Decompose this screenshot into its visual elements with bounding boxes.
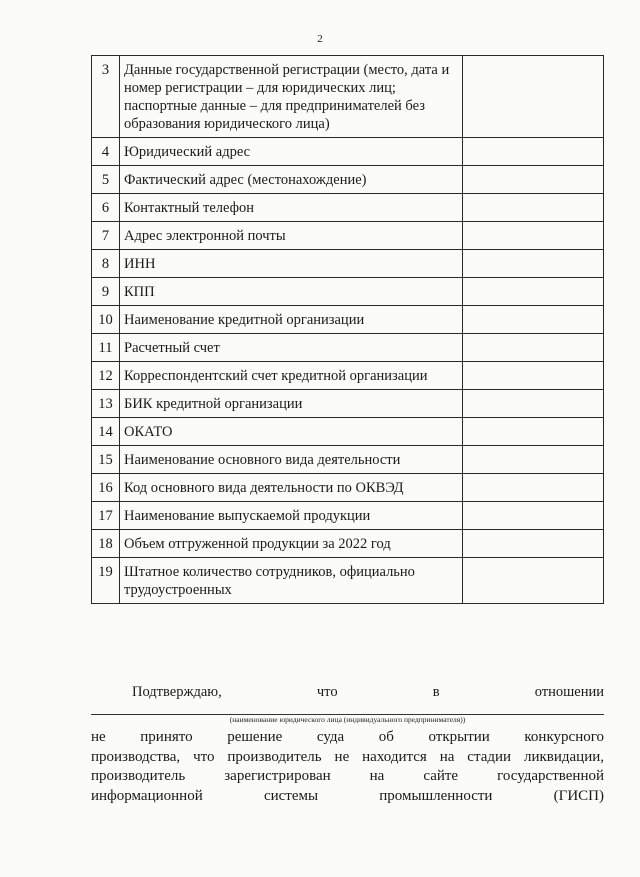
- row-label: Расчетный счет: [120, 334, 463, 362]
- row-number: 9: [92, 278, 120, 306]
- row-number: 3: [92, 56, 120, 138]
- table-row: [92, 362, 604, 390]
- table-row: [92, 530, 604, 558]
- row-label: Наименование выпускаемой продукции: [120, 502, 463, 530]
- table-row: [92, 138, 604, 166]
- body-line: информационной системы промышленности (ГИСП): [91, 787, 604, 804]
- table-row: [92, 334, 604, 362]
- entity-name-caption: (наименование юридического лица (индивидуального предпринимателя)): [229, 715, 466, 724]
- row-label: Код основного вида деятельности по ОКВЭД: [120, 474, 463, 502]
- row-number: 18: [92, 530, 120, 558]
- table-row: [92, 502, 604, 530]
- row-value-cell[interactable]: [463, 250, 604, 278]
- row-number: 12: [92, 362, 120, 390]
- row-number: 4: [92, 138, 120, 166]
- table-row: [92, 56, 604, 138]
- row-value-cell[interactable]: [463, 474, 604, 502]
- table-row: [92, 166, 604, 194]
- table-row: [92, 222, 604, 250]
- row-label: Корреспондентский счет кредитной организации: [120, 362, 463, 390]
- row-value-cell[interactable]: [463, 446, 604, 474]
- row-value-cell[interactable]: [463, 362, 604, 390]
- confirm-word: что: [316, 684, 338, 700]
- table-row: [92, 194, 604, 222]
- confirmation-line: [91, 683, 604, 701]
- row-number: 19: [92, 558, 120, 604]
- row-label: Наименование кредитной организации: [120, 306, 463, 334]
- row-label: Адрес электронной почты: [120, 222, 463, 250]
- row-value-cell[interactable]: [463, 194, 604, 222]
- body-line: не принято решение суда об открытии конкурсного: [91, 729, 604, 745]
- row-label: ИНН: [120, 250, 463, 278]
- row-value-cell[interactable]: [463, 222, 604, 250]
- table-row: [92, 558, 604, 604]
- page-number: 2: [317, 33, 323, 45]
- row-number: 6: [92, 194, 120, 222]
- row-label: Контактный телефон: [120, 194, 463, 222]
- row-number: 14: [92, 418, 120, 446]
- row-label: Фактический адрес (местонахождение): [120, 166, 463, 194]
- row-number: 13: [92, 390, 120, 418]
- row-value-cell[interactable]: [463, 306, 604, 334]
- row-label: Данные государственной регистрации (место, дата и номер регистрации – для юридических лиц; паспортные данные – для предпринимателей без образования юридического лица): [120, 56, 463, 138]
- row-label: КПП: [120, 278, 463, 306]
- table-row: [92, 306, 604, 334]
- row-value-cell[interactable]: [463, 390, 604, 418]
- row-value-cell[interactable]: [463, 334, 604, 362]
- row-value-cell[interactable]: [463, 530, 604, 558]
- confirmation-body: [91, 728, 604, 806]
- row-number: 5: [92, 166, 120, 194]
- row-number: 8: [92, 250, 120, 278]
- table-row: [92, 250, 604, 278]
- row-value-cell[interactable]: [463, 558, 604, 604]
- row-number: 17: [92, 502, 120, 530]
- row-label: Юридический адрес: [120, 138, 463, 166]
- row-number: 11: [92, 334, 120, 362]
- row-value-cell[interactable]: [463, 56, 604, 138]
- table-row: [92, 278, 604, 306]
- row-label: Объем отгруженной продукции за 2022 год: [120, 530, 463, 558]
- row-value-cell[interactable]: [463, 502, 604, 530]
- table-row: [92, 418, 604, 446]
- table-row: [92, 390, 604, 418]
- row-number: 15: [92, 446, 120, 474]
- row-number: 7: [92, 222, 120, 250]
- row-label: БИК кредитной организации: [120, 390, 463, 418]
- row-number: 16: [92, 474, 120, 502]
- row-value-cell[interactable]: [463, 418, 604, 446]
- table-row: [92, 474, 604, 502]
- row-label: ОКАТО: [120, 418, 463, 446]
- body-line: производитель зарегистрирован на сайте государственной: [91, 768, 604, 784]
- row-value-cell[interactable]: [463, 166, 604, 194]
- row-label: Штатное количество сотрудников, официально трудоустроенных: [120, 558, 463, 604]
- confirm-word: отношении: [534, 684, 604, 700]
- row-value-cell[interactable]: [463, 278, 604, 306]
- company-info-table: [91, 55, 604, 604]
- confirm-word: в: [432, 684, 440, 700]
- table-row: [92, 446, 604, 474]
- row-number: 10: [92, 306, 120, 334]
- confirm-word: Подтверждаю,: [132, 684, 222, 700]
- row-label: Наименование основного вида деятельности: [120, 446, 463, 474]
- body-line: производства, что производитель не находится на стадии ликвидации,: [91, 748, 604, 765]
- row-value-cell[interactable]: [463, 138, 604, 166]
